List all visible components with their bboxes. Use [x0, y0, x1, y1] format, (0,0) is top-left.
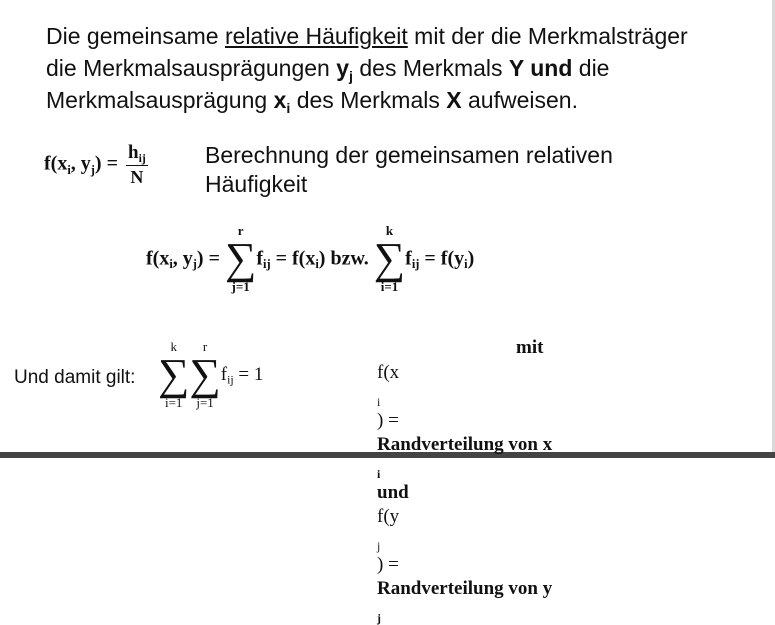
- sigma-symbol: ∑: [224, 234, 257, 283]
- formula-joint-relative-frequency: $f(x_i$, $y_j$) = $\frac{h_{ij}}{N}$: [44, 142, 146, 187]
- fraction-hij-over-n: [126, 142, 148, 188]
- marginal-distribution-definitions: [377, 361, 552, 625]
- formula-marginal-sums: $f(x_i$, $y_j$) = r ∑ j=1 $f_{ij} = f(x_i)$ bzw. k ∑ i=1 $f_{ij} = f(y_i)$: [146, 223, 475, 294]
- fraction-denominator: N: [130, 167, 144, 187]
- marginal-y: f(y $_j$ ) = Randverteilung von y $_j$: [377, 506, 553, 625]
- formula-description: Berechnung der gemeinsamen relativen Häufigkeit: [205, 142, 613, 197]
- sigma-symbol: ∑: [373, 234, 406, 283]
- intro-line-3: Merkmalsausprägung $x_i$ des Merkmals X aufweisen.: [46, 87, 578, 117]
- intro-line-1: Die gemeinsame relative Häufigkeit mit der die Merkmalsträger: [46, 23, 688, 49]
- sum-over-j: r ∑ j=1: [189, 339, 221, 410]
- sum-over-i: k ∑ i=1: [158, 339, 190, 410]
- sigma-symbol: ∑: [189, 350, 221, 399]
- intro-line-2: die Merkmalsausprägungen $y_j$ des Merkmals Y und die: [46, 55, 610, 85]
- relative-frequency-term: relative Häufigkeit: [224, 23, 408, 49]
- sigma-symbol: ∑: [158, 350, 190, 399]
- intro-text: [46, 20, 766, 116]
- mit-label: mit: [516, 337, 544, 358]
- formula-double-sum: k ∑ i=1 r ∑ j=1 $f_{ij} = 1$: [158, 339, 264, 410]
- sum-over-i: k ∑ i=1: [373, 223, 406, 294]
- fraction-numerator: $h_{ij}$: [127, 142, 146, 166]
- marginal-x: f(x $_i$ ) = Randverteilung von x $_i$ und: [377, 362, 553, 503]
- und-damit-gilt-label: Und damit gilt:: [14, 367, 136, 388]
- sum-over-j: r ∑ j=1: [224, 223, 257, 294]
